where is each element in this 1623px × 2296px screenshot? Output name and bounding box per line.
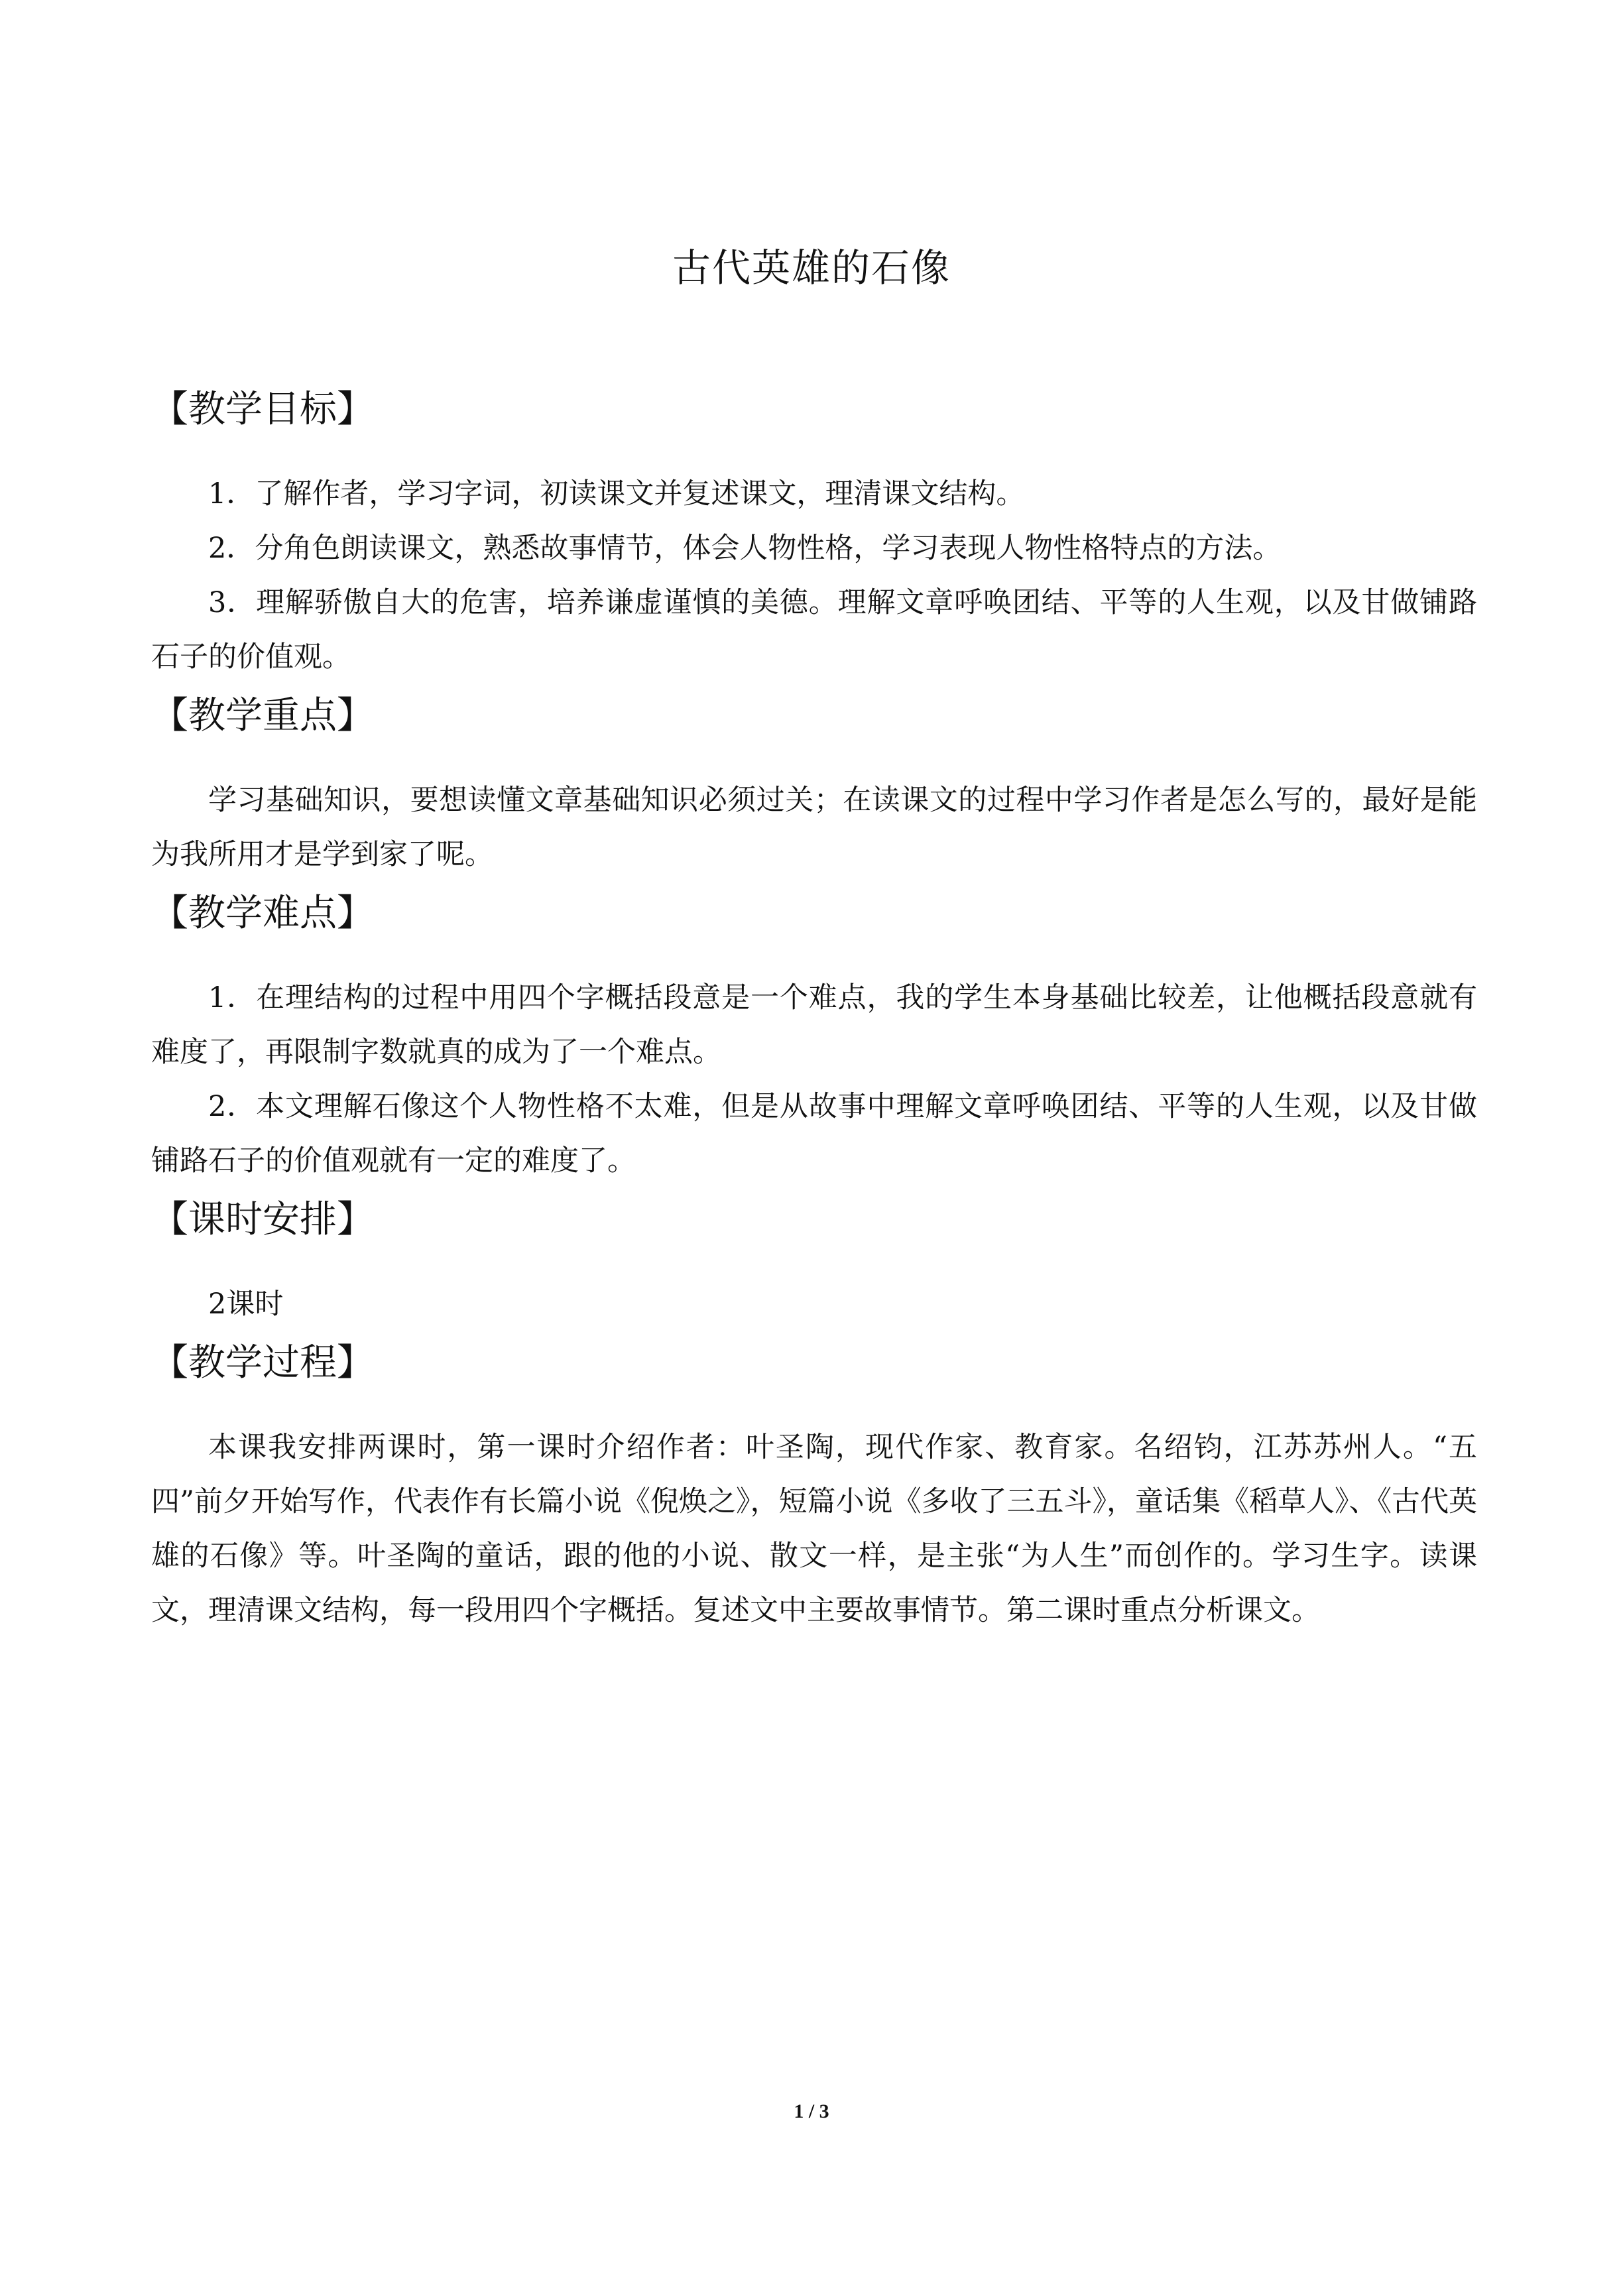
section-heading: 【教学难点】 — [151, 892, 374, 935]
page-number: 1 / 3 — [794, 2100, 829, 2122]
section-schedule — [151, 1188, 1477, 1331]
paragraph: 3．理解骄傲自大的危害，培养谦虚谨慎的美德。理解文章呼唤团结、平等的人生观，以及甘做铺路石子的价值观。 — [151, 586, 1477, 674]
paragraph: 1．在理结构的过程中用四个字概括段意是一个难点，我的学生本身基础比较差，让他概括段意就有难度了，再限制字数就真的成为了一个难点。 — [151, 981, 1477, 1069]
section-difficulties — [151, 882, 1477, 1188]
paragraph: 2．本文理解石像这个人物性格不太难，但是从故事中理解文章呼唤团结、平等的人生观，以及甘做铺路石子的价值观就有一定的难度了。 — [151, 1090, 1477, 1178]
section-heading: 【教学重点】 — [151, 694, 374, 737]
section-heading: 【教学目标】 — [151, 388, 374, 431]
paragraph: 2课时 — [208, 1288, 284, 1321]
paragraph: 学习基础知识，要想读懂文章基础知识必须过关；在读课文的过程中学习作者是怎么写的，最好是能为我所用才是学到家了呢。 — [151, 784, 1477, 871]
section-key-points — [151, 684, 1477, 882]
section-process — [151, 1331, 1477, 1638]
paragraph: 1．了解作者，学习字词，初读课文并复述课文，理清课文结构。 — [208, 477, 1025, 511]
paragraph: 2．分角色朗读课文，熟悉故事情节，体会人物性格，学习表现人物性格特点的方法。 — [208, 532, 1282, 565]
document-title: 古代英雄的石像 — [672, 245, 951, 290]
section-objectives — [151, 378, 1477, 684]
section-heading: 【课时安排】 — [151, 1198, 374, 1241]
paragraph: 本课我安排两课时，第一课时介绍作者：叶圣陶，现代作家、教育家。名绍钧，江苏苏州人。“五四”前夕开始写作，代表作有长篇小说《倪焕之》，短篇小说《多收了三五斗》，童话集《稻草人》、《古代英雄的石像》等。叶圣陶的童话，跟的他的小说、散文一样，是主张“为人生”而创作的。学习生字。读课文，理清课文结构，每一段用四个字概括。复述文中主要故事情节。第二课时重点分析课文。 — [151, 1431, 1477, 1627]
document-body — [151, 378, 1477, 1638]
section-heading: 【教学过程】 — [151, 1341, 374, 1384]
